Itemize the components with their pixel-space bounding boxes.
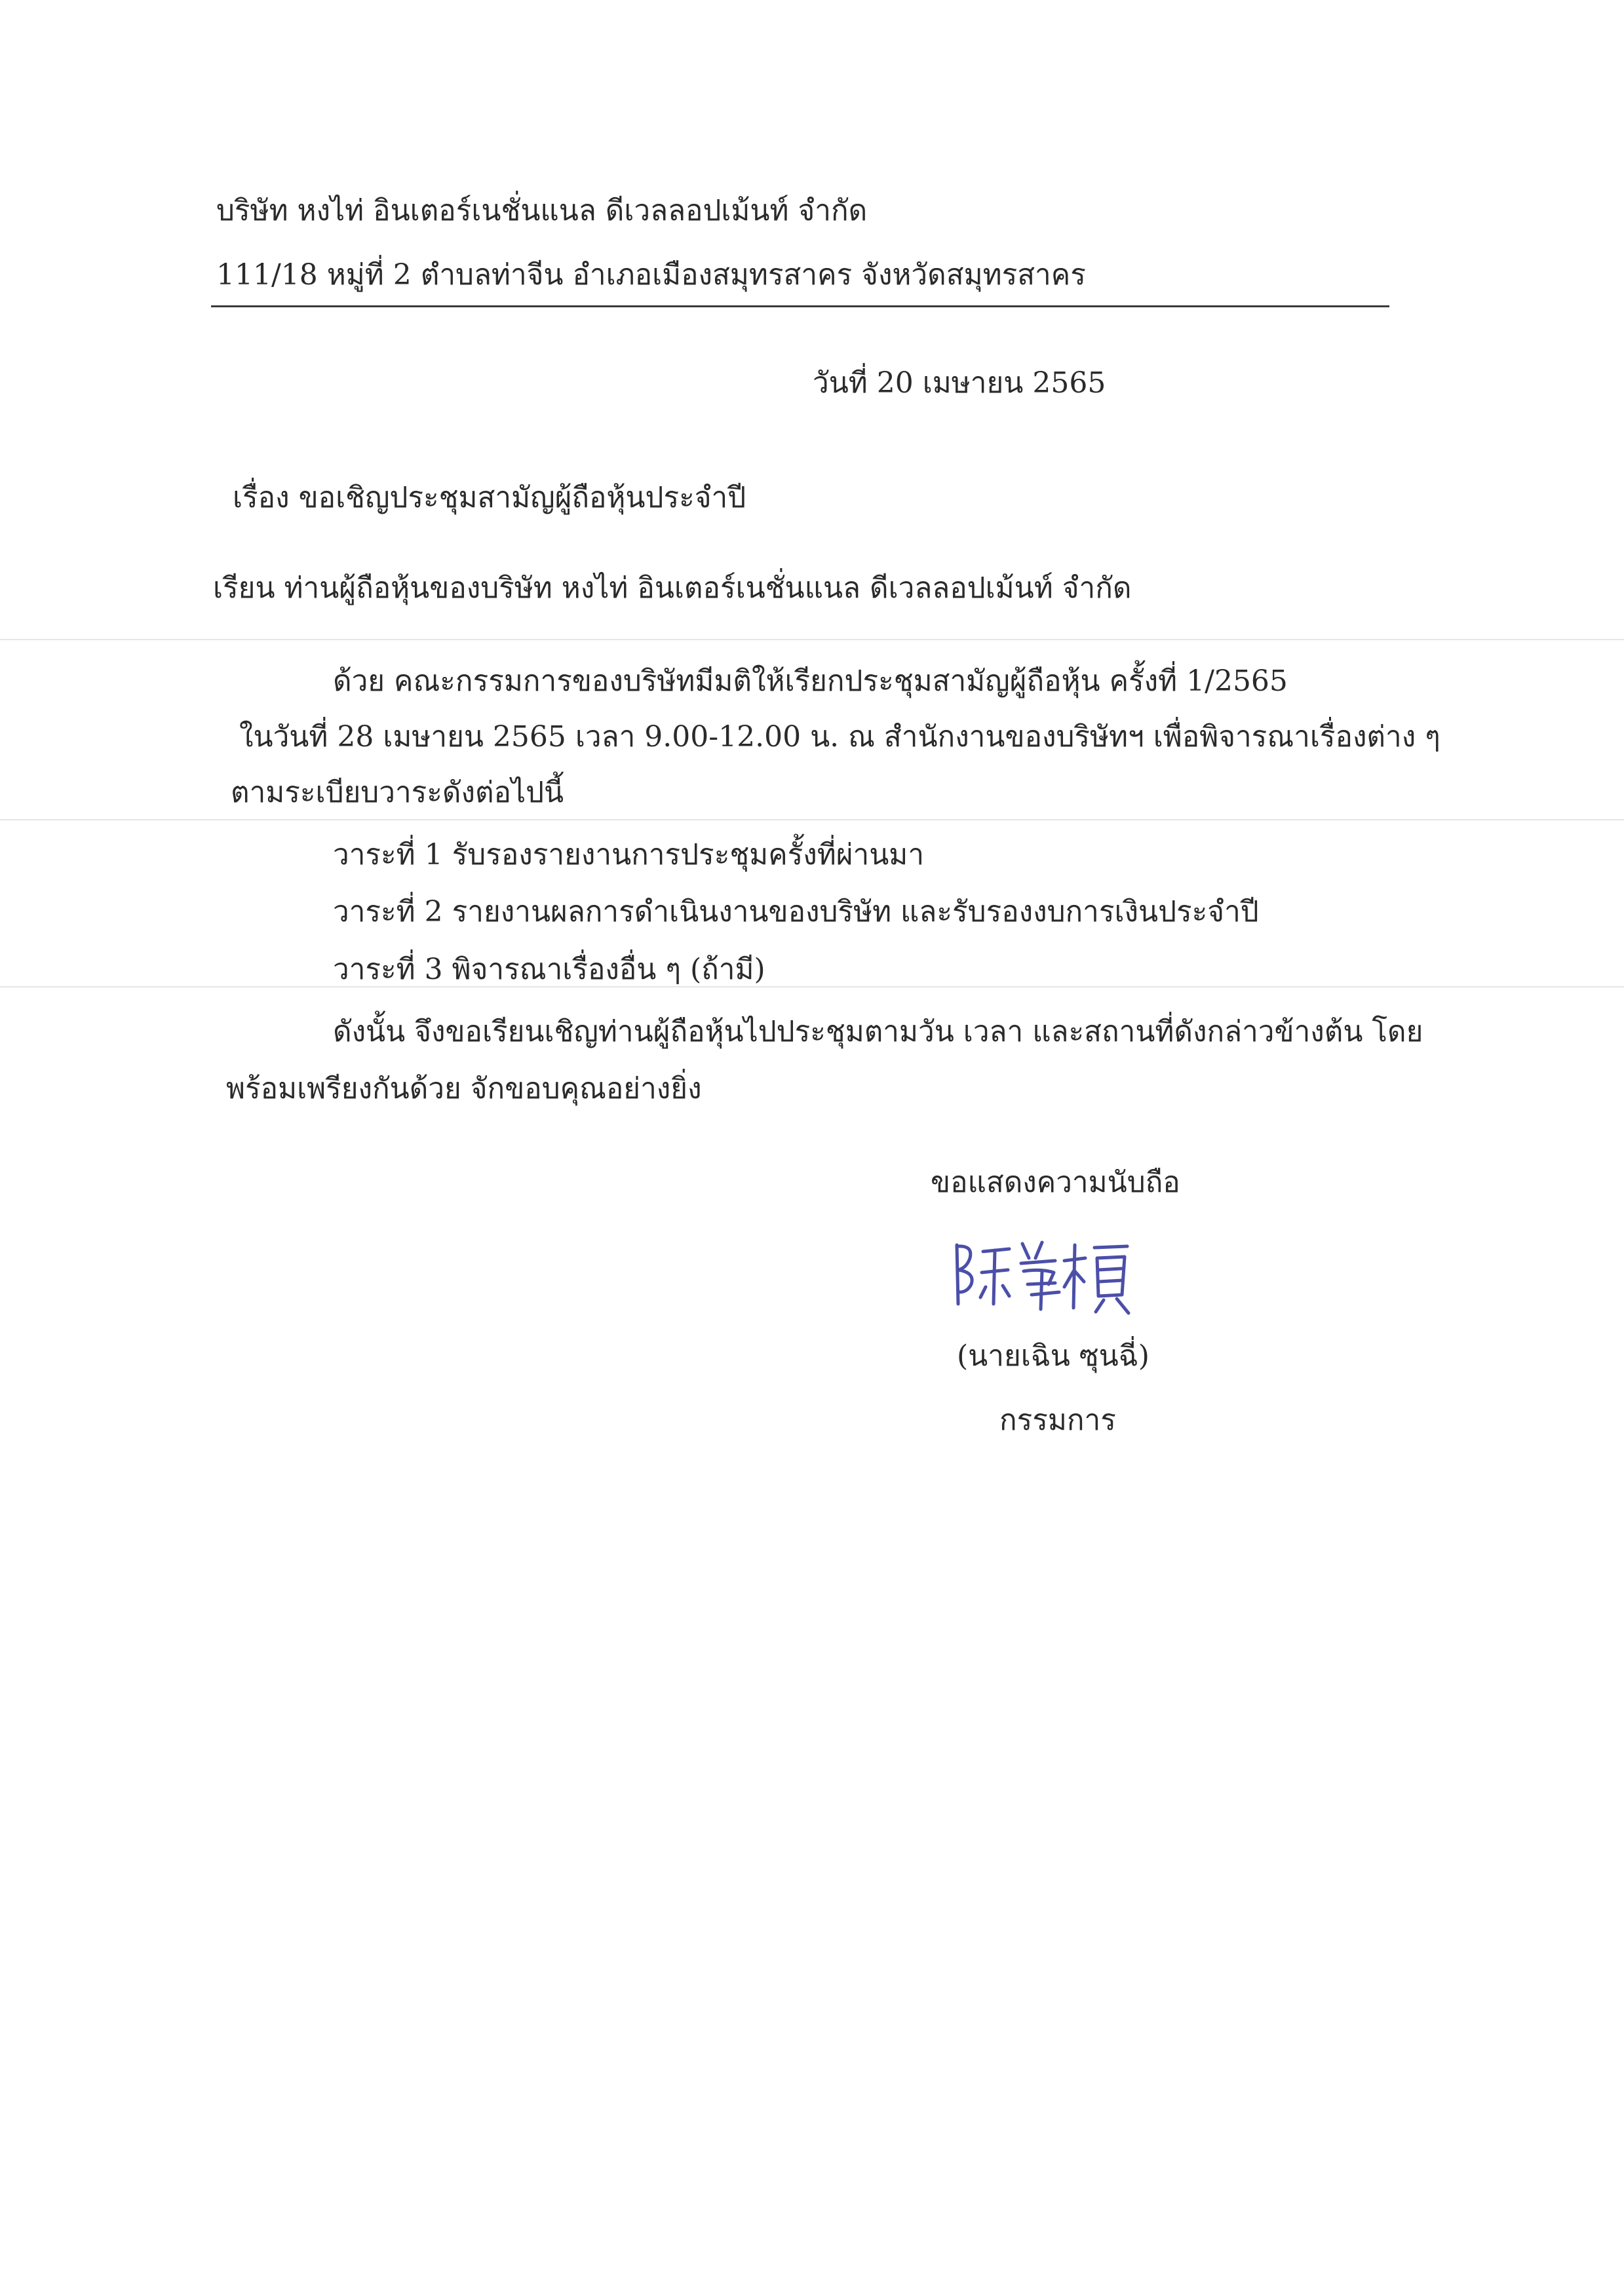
letterhead-divider [211, 305, 1389, 307]
company-address: 111/18 หมู่ที่ 2 ตำบลท่าจีน อำเภอเมืองสมุทรสาคร จังหวัดสมุทรสาคร [216, 258, 1086, 292]
letter-subject: เรื่อง ขอเชิญประชุมสามัญผู้ถือหุ้นประจำปี [233, 481, 746, 514]
handwritten-signature [944, 1232, 1140, 1317]
body-line-3: ตามระเบียบวาระดังต่อไปนี้ [231, 776, 564, 809]
signer-name: (นายเฉิน ซุนฉี่) [957, 1339, 1150, 1373]
letter-date: วันที่ 20 เมษายน 2565 [813, 366, 1106, 400]
agenda-item-3: วาระที่ 3 พิจารณาเรื่องอื่น ๆ (ถ้ามี) [333, 953, 765, 986]
agenda-item-2: วาระที่ 2 รายงานผลการดำเนินงานของบริษัท และรับรองงบการเงินประจำปี [333, 895, 1259, 928]
signer-title: กรรมการ [999, 1404, 1116, 1437]
closing-regards: ขอแสดงความนับถือ [931, 1166, 1180, 1199]
agenda-item-1: วาระที่ 1 รับรองรายงานการประชุมครั้งที่ผ่านมา [333, 838, 925, 871]
body-line-1: ด้วย คณะกรรมการของบริษัทมีมติให้เรียกประชุมสามัญผู้ถือหุ้น ครั้งที่ 1/2565 [333, 664, 1288, 698]
letter-salutation: เรียน ท่านผู้ถือหุ้นของบริษัท หงไท่ อินเตอร์เนชั่นแนล ดีเวลลอปเม้นท์ จำกัด [213, 571, 1132, 605]
scan-artifact-line [0, 639, 1624, 640]
closing-line-1: ดังนั้น จึงขอเรียนเชิญท่านผู้ถือหุ้นไปประชุมตามวัน เวลา และสถานที่ดังกล่าวข้างต้น โดย [333, 1015, 1423, 1048]
company-name: บริษัท หงไท่ อินเตอร์เนชั่นแนล ดีเวลลอปเม้นท์ จำกัด [216, 194, 868, 227]
closing-line-2: พร้อมเพรียงกันด้วย จักขอบคุณอย่างยิ่ง [226, 1072, 702, 1105]
body-line-2: ในวันที่ 28 เมษายน 2565 เวลา 9.00-12.00 น. ณ สำนักงานของบริษัทฯ เพื่อพิจารณาเรื่องต่าง ๆ [239, 720, 1440, 754]
scan-artifact-line [0, 819, 1624, 820]
scan-artifact-line [0, 986, 1624, 987]
